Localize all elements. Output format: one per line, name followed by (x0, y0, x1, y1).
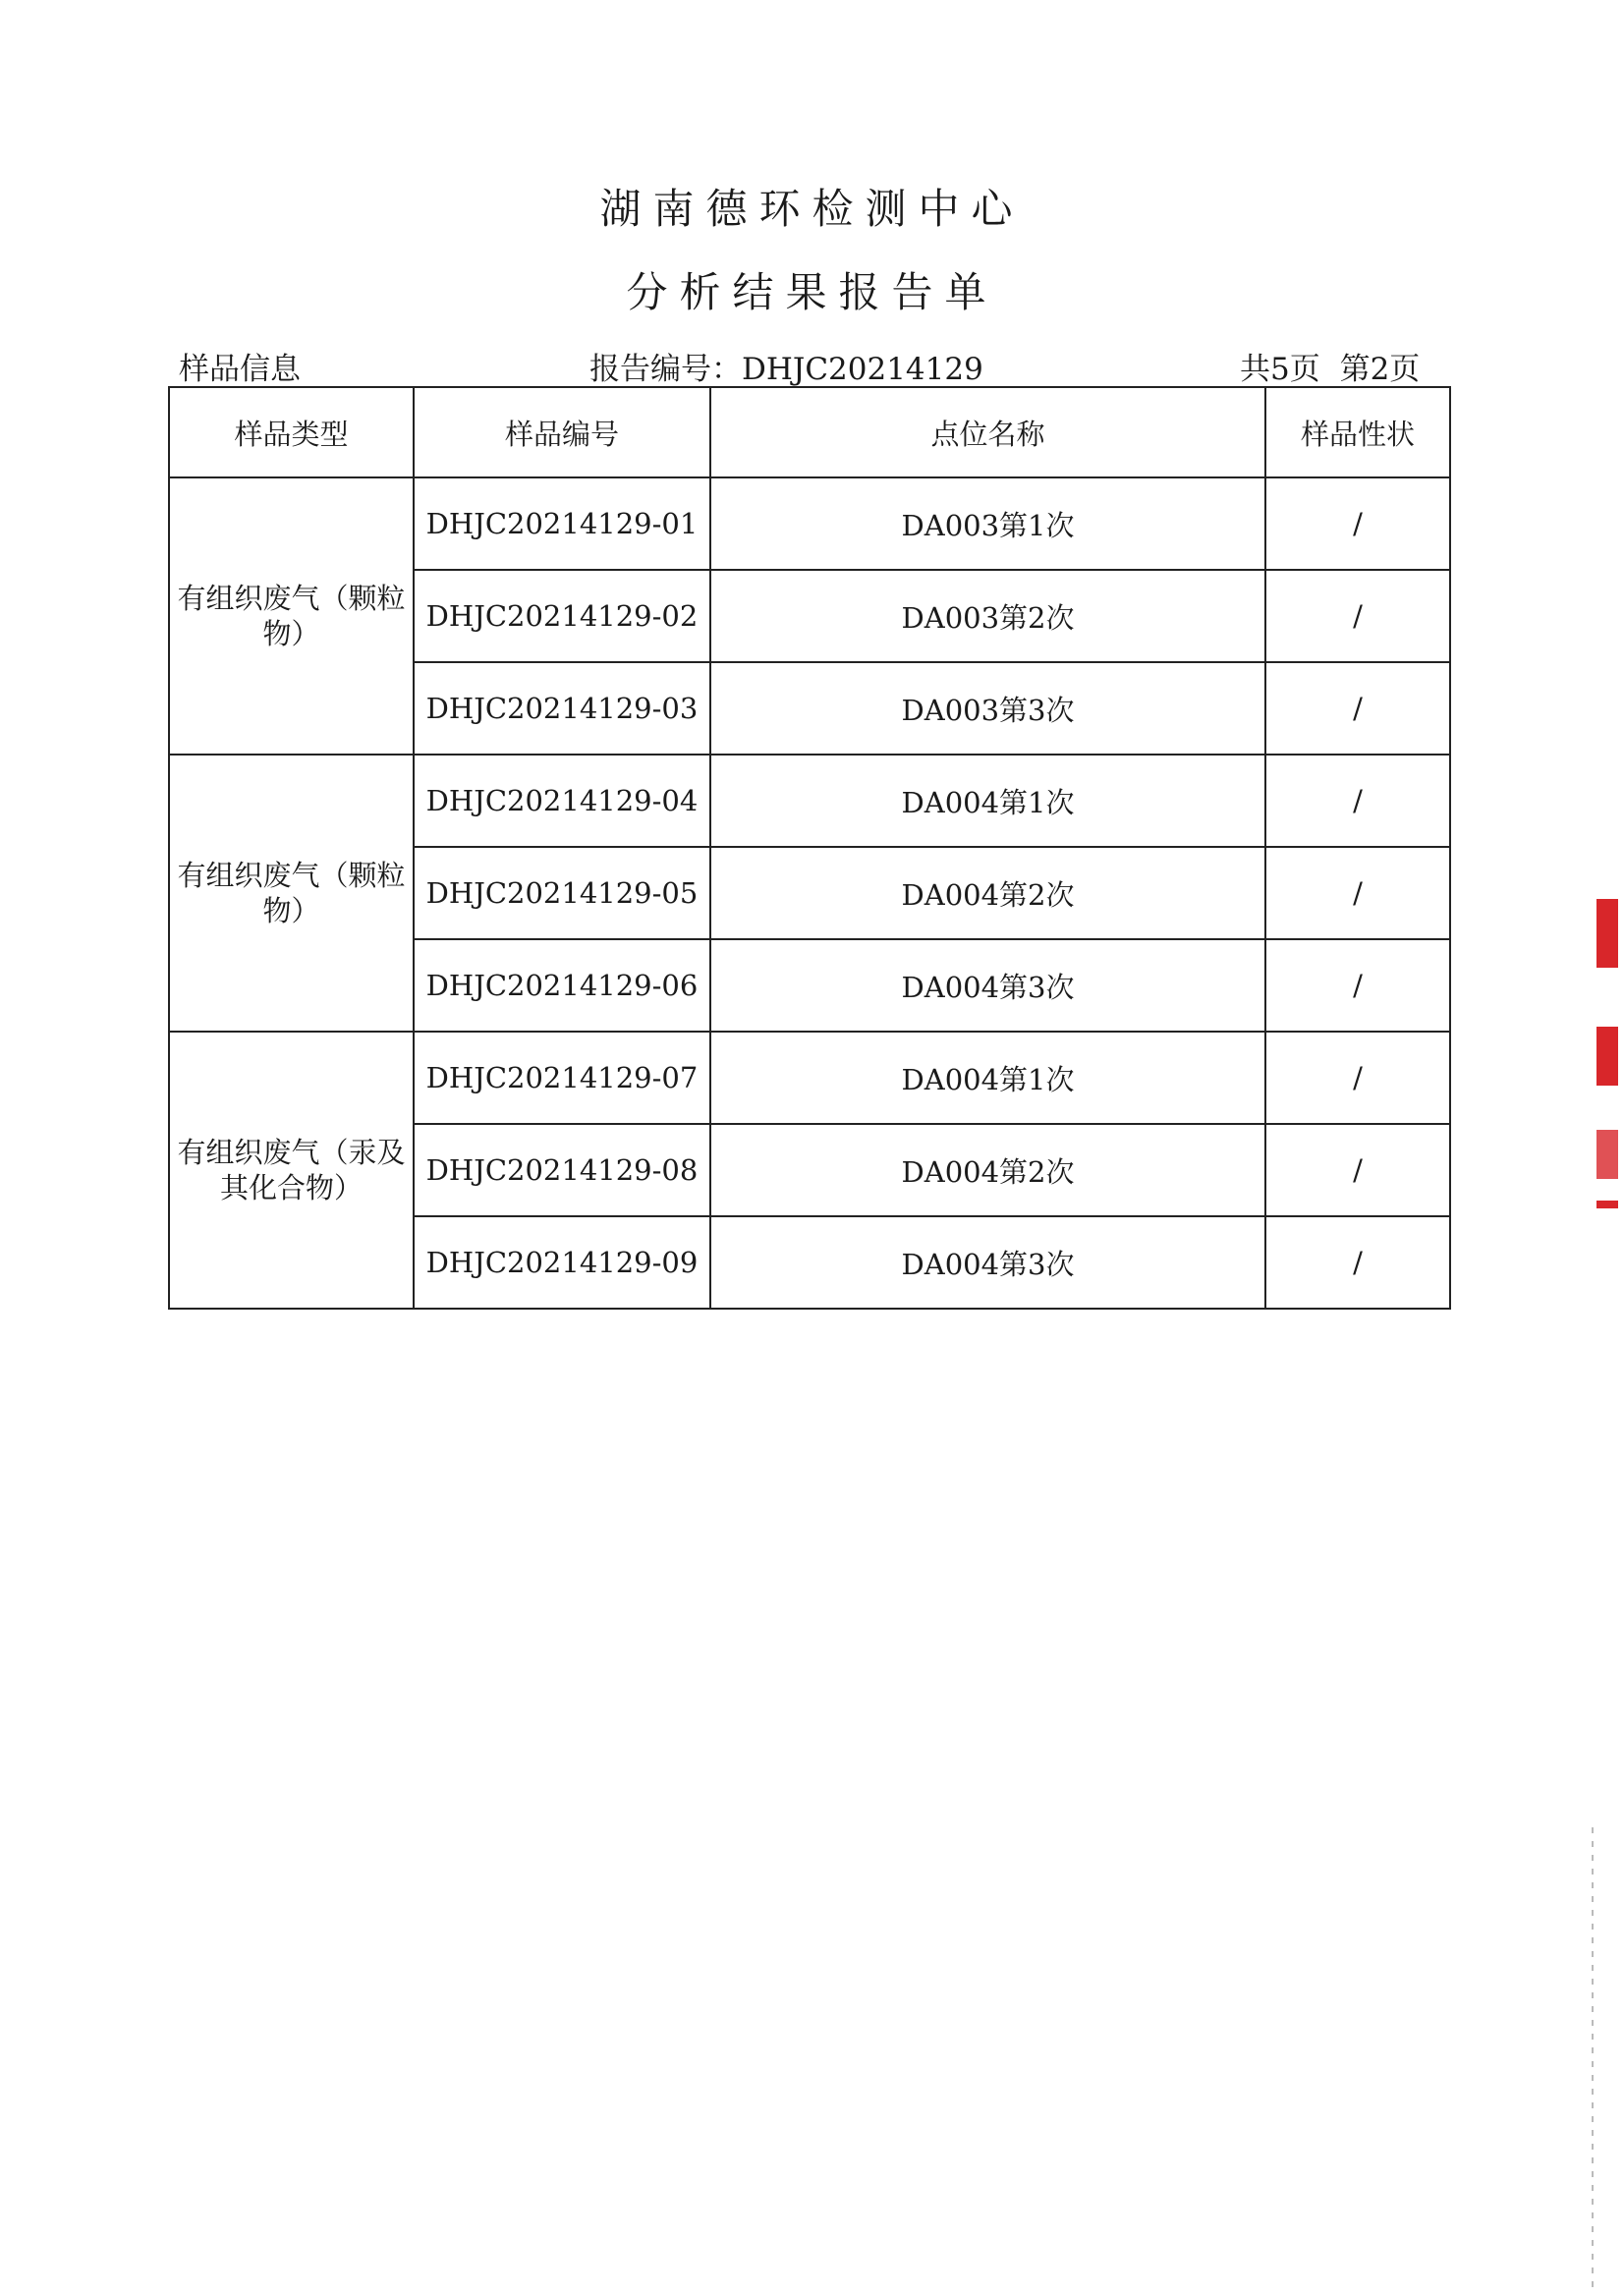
sample-id-cell: DHJC20214129-04 (414, 755, 710, 847)
table-header-row (169, 387, 1450, 477)
sample-id-cell: DHJC20214129-09 (414, 1216, 710, 1309)
point-name-cell: DA003第2次 (710, 570, 1265, 662)
sample-type-cell: 有组织废气（汞及其化合物） (169, 1032, 414, 1309)
point-name-cell: DA004第2次 (710, 1124, 1265, 1216)
sample-id-cell: DHJC20214129-02 (414, 570, 710, 662)
organization-title: 湖南德环检测中心 (599, 185, 1025, 233)
table-row (169, 1032, 1450, 1124)
sample-state-cell: / (1265, 1124, 1450, 1216)
page-info: 共5页 第2页 (1240, 352, 1421, 387)
sample-type-cell: 有组织废气（颗粒物） (169, 477, 414, 755)
sample-state-cell: / (1265, 1032, 1450, 1124)
scan-edge-line (1592, 1827, 1594, 2289)
point-name-cell: DA004第1次 (710, 755, 1265, 847)
sample-info-table (168, 386, 1451, 1310)
sample-id-cell: DHJC20214129-01 (414, 477, 710, 570)
sample-state-cell: / (1265, 570, 1450, 662)
column-header-sample-state: 样品性状 (1265, 387, 1450, 477)
point-name-cell: DA004第3次 (710, 1216, 1265, 1309)
column-header-point-name: 点位名称 (710, 387, 1265, 477)
point-name-cell: DA004第2次 (710, 847, 1265, 939)
sample-state-cell: / (1265, 847, 1450, 939)
sample-state-cell: / (1265, 662, 1450, 755)
column-header-sample-id: 样品编号 (414, 387, 710, 477)
sample-id-cell: DHJC20214129-08 (414, 1124, 710, 1216)
point-name-cell: DA004第1次 (710, 1032, 1265, 1124)
stamp-mark (1596, 1130, 1618, 1179)
table-row (169, 755, 1450, 847)
stamp-mark (1596, 1027, 1618, 1086)
column-header-sample-type: 样品类型 (169, 387, 414, 477)
stamp-mark (1596, 1201, 1618, 1208)
document-title: 分析结果报告单 (626, 268, 998, 316)
point-name-cell: DA004第3次 (710, 939, 1265, 1032)
section-label: 样品信息 (179, 352, 301, 387)
sample-type-cell: 有组织废气（颗粒物） (169, 755, 414, 1032)
point-name-cell: DA003第1次 (710, 477, 1265, 570)
sample-id-cell: DHJC20214129-05 (414, 847, 710, 939)
table-row (169, 477, 1450, 570)
sample-id-cell: DHJC20214129-03 (414, 662, 710, 755)
sample-state-cell: / (1265, 477, 1450, 570)
sample-state-cell: / (1265, 1216, 1450, 1309)
sample-id-cell: DHJC20214129-07 (414, 1032, 710, 1124)
stamp-mark (1596, 899, 1618, 968)
sample-id-cell: DHJC20214129-06 (414, 939, 710, 1032)
point-name-cell: DA003第3次 (710, 662, 1265, 755)
sample-state-cell: / (1265, 939, 1450, 1032)
sample-state-cell: / (1265, 755, 1450, 847)
report-number: 报告编号：DHJC20214129 (589, 352, 983, 387)
